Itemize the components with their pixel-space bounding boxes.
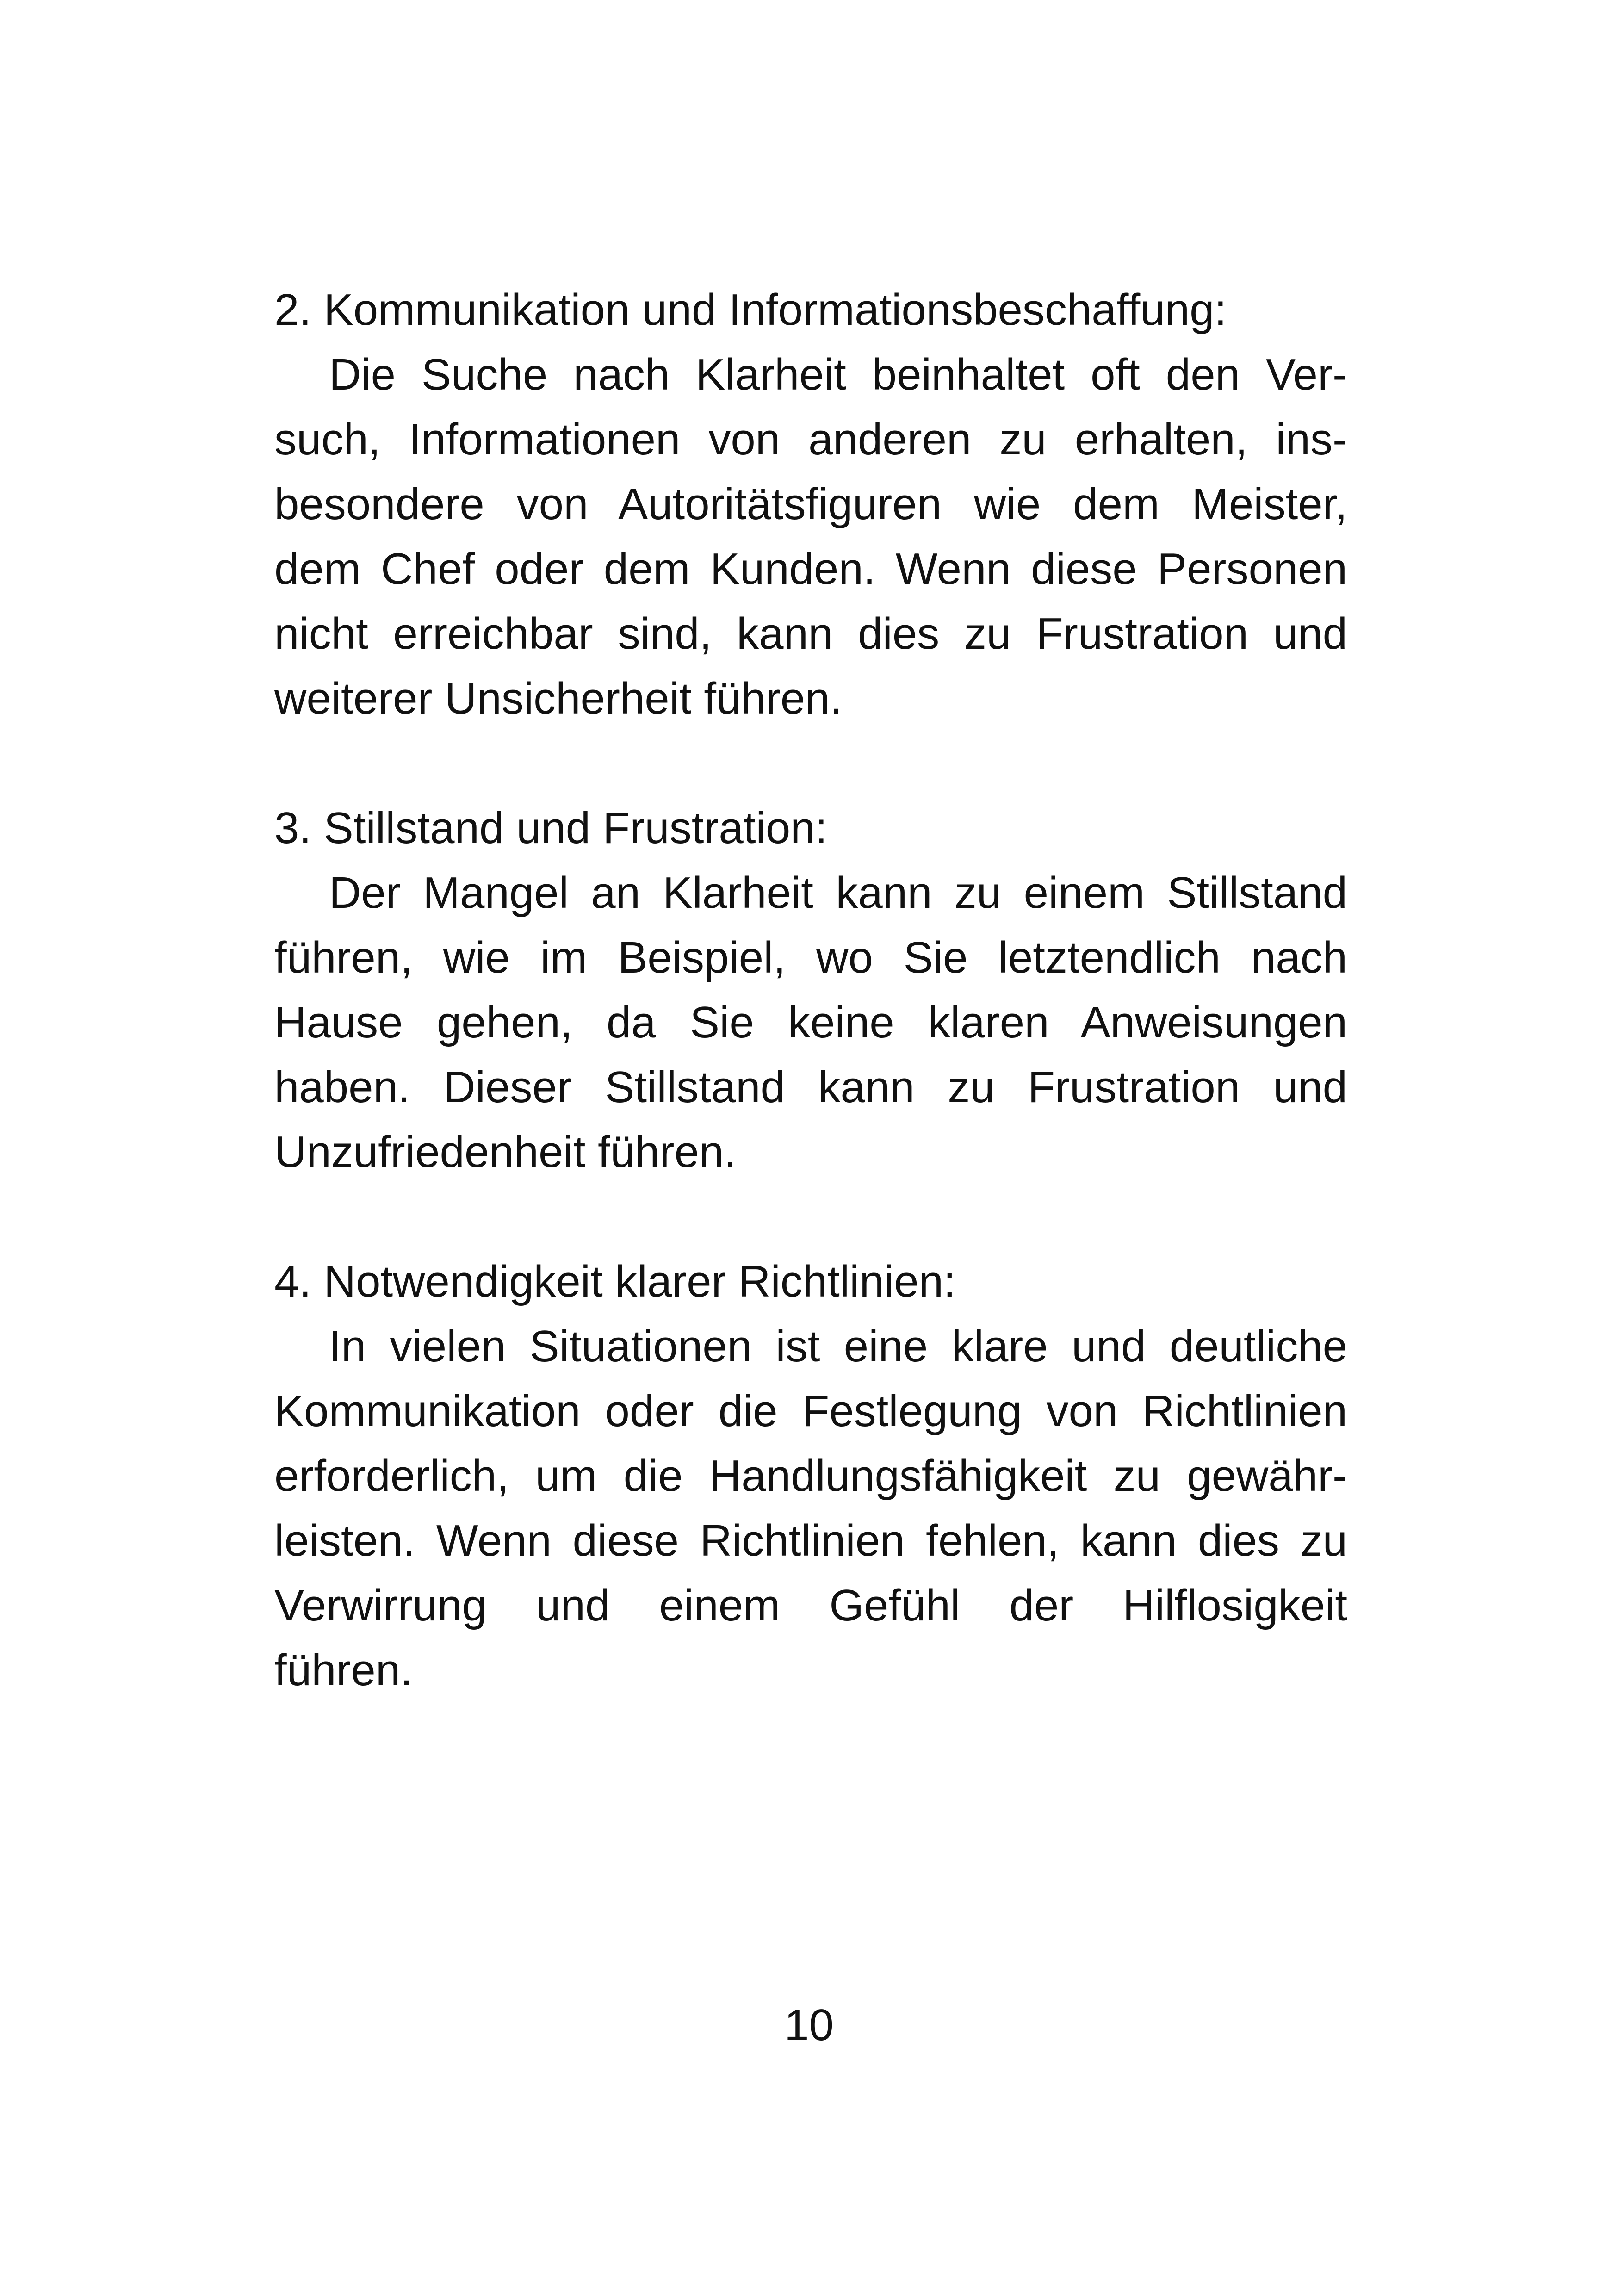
page-number: 10 xyxy=(784,2000,834,2050)
paragraph-line: leisten. Wenn diese Richtlinien fehlen, kann dies zu xyxy=(274,1516,1347,1565)
paragraph-line: führen, wie im Beispiel, wo Sie letztendlich nach xyxy=(274,933,1347,982)
section-heading: 2. Kommunikation und Informationsbeschaffung: xyxy=(274,285,1227,335)
paragraph-line: Hause gehen, da Sie keine klaren Anweisungen xyxy=(274,998,1347,1047)
section-richtlinien xyxy=(274,1249,1347,1703)
section-heading: 4. Notwendigkeit klarer Richtlinien: xyxy=(274,1257,956,1306)
paragraph-line: Unzufriedenheit führen. xyxy=(274,1127,736,1177)
paragraph-line: In vielen Situationen ist eine klare und deutliche xyxy=(329,1322,1347,1371)
paragraph-line: such, Informationen von anderen zu erhalten, ins- xyxy=(274,415,1347,464)
section-stillstand xyxy=(274,796,1347,1185)
paragraph-line: dem Chef oder dem Kunden. Wenn diese Personen xyxy=(274,544,1347,594)
paragraph-line: haben. Dieser Stillstand kann zu Frustration und xyxy=(274,1062,1347,1112)
paragraph-line: Kommunikation oder die Festlegung von Richtlinien xyxy=(274,1386,1347,1436)
section-heading: 3. Stillstand und Frustration: xyxy=(274,803,828,853)
paragraph-line: besondere von Autoritätsfiguren wie dem Meister, xyxy=(274,479,1347,529)
paragraph-line: erforderlich, um die Handlungsfähigkeit zu gewähr- xyxy=(274,1451,1347,1501)
paragraph-line: Verwirrung und einem Gefühl der Hilflosigkeit xyxy=(274,1581,1347,1630)
page-body xyxy=(274,278,1347,1768)
section-kommunikation xyxy=(274,278,1347,731)
paragraph-line: Die Suche nach Klarheit beinhaltet oft den Ver- xyxy=(329,350,1347,399)
paragraph-line: führen. xyxy=(274,1645,413,1695)
paragraph-line: Der Mangel an Klarheit kann zu einem Stillstand xyxy=(329,868,1347,918)
paragraph-line: nicht erreichbar sind, kann dies zu Frustration und xyxy=(274,609,1347,658)
paragraph-line: weiterer Unsicherheit führen. xyxy=(274,674,843,723)
